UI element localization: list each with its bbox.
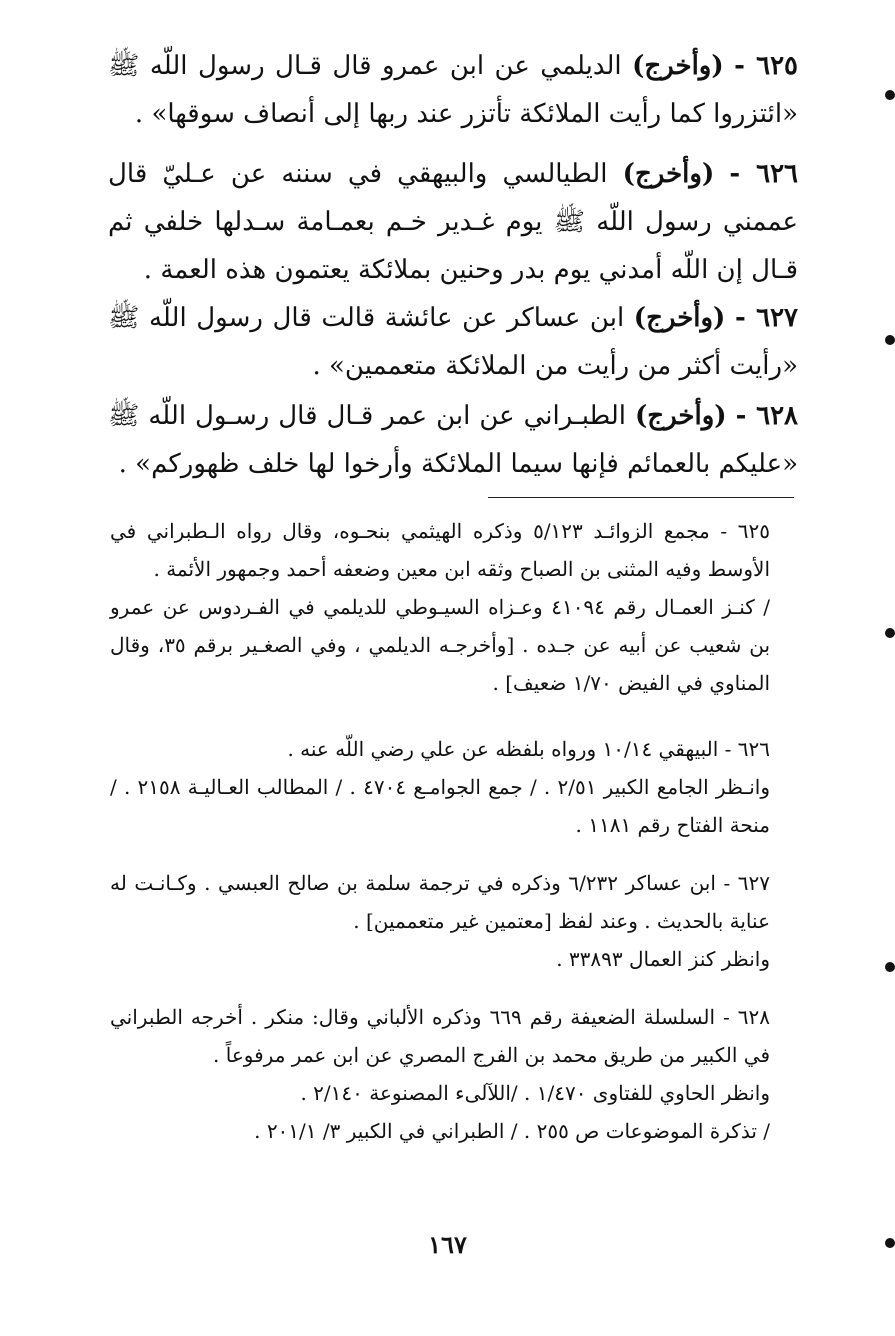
footnote-line: ٦٢٧ - ابن عساكر ٦/٢٣٢ وذكره في ترجمة سلمة بن صالح العبسي . وكـانـت له عناية بالحديث . وعند لفظ [معتمين غير متعممين] . xyxy=(110,871,771,933)
footnote-625 xyxy=(110,512,798,702)
hadith-source-marker: (وأخرج) xyxy=(633,303,726,333)
footnote-627 xyxy=(110,864,798,978)
footnote-line: / تذكرة الموضوعات ص ٢٥٥ . / الطبراني في الكبير ٣/ ٢٠١/١ . xyxy=(254,1119,770,1143)
footnote-line: ٦٢٨ - السلسلة الضعيفة رقم ٦٦٩ وذكره الألباني وقال: منكر . أخرجه الطبراني في الكبير من طريق محمد بن الفرج المصري عن ابن عمر مرفوعاً . xyxy=(110,1005,770,1067)
footnote-line: وانظر كنز العمال ٣٣٨٩٣ . xyxy=(556,947,770,971)
hadith-text: ابن عساكر عن عائشة قالت قال رسول اللّه ﷺ «رأيت أكثر من رأيت من الملائكة متعممين» . xyxy=(108,303,798,381)
footnote-628 xyxy=(110,998,798,1150)
footnote-line: وانـظر الجامع الكبير ٢/٥١ . / جمع الجوامـع ٤٧٠٤ . / المطالب العـاليـة ٢١٥٨ . / منحة الفتاح رقم ١١٨١ . xyxy=(110,775,770,837)
edge-mark xyxy=(885,335,895,345)
hadith-number: ٦٢٦ - xyxy=(729,159,799,189)
hadith-number: ٦٢٧ - xyxy=(734,303,799,333)
edge-mark xyxy=(885,90,895,100)
footnote-line: ٦٢٥ - مجمع الزوائـد ٥/١٢٣ وذكره الهيثمي بنحـوه، وقال رواه الـطبراني في الأوسط وفيه المثنى بن الصباح وثقه ابن معين وضعفه أحمد وجمهور الأئمة . xyxy=(110,519,770,581)
hadith-source-marker: (وأخرج) xyxy=(632,51,724,81)
footnote-separator xyxy=(488,497,794,498)
hadith-source-marker: (وأخرج) xyxy=(622,159,715,189)
edge-mark xyxy=(885,628,895,638)
hadith-text: الطيالسي والبيهقي في سننه عن عـليّ قال عممني رسول اللّه ﷺ يوم غـدير خـم بعمـامة سـدلها خلفي ثم قـال إن اللّه أمدني يوم بدر وحنين بملائكة يعتمون هذه العمة . xyxy=(108,159,798,285)
hadith-number: ٦٢٨ - xyxy=(735,401,799,431)
hadith-626 xyxy=(108,150,798,294)
hadith-number: ٦٢٥ - xyxy=(734,51,799,81)
footnote-626 xyxy=(110,730,798,844)
footnote-line: وانظر الحاوي للفتاوى ١/٤٧٠ . /اللآلىء المصنوعة ٢/١٤٠ . xyxy=(300,1081,770,1105)
page-number: ١٦٧ xyxy=(428,1230,467,1259)
hadith-source-marker: (وأخرج) xyxy=(635,401,727,431)
hadith-628 xyxy=(108,392,798,488)
hadith-627 xyxy=(108,294,798,390)
edge-mark xyxy=(885,962,895,972)
hadith-text: الديلمي عن ابن عمرو قال قـال رسول اللّه ﷺ «ائتزروا كما رأيت الملائكة تأتزر عند ربها إلى أنصاف سوقها» . xyxy=(108,51,798,129)
footnote-line: ٦٢٦ - البيهقي ١٠/١٤ ورواه بلفظه عن علي رضي اللّه عنه . xyxy=(287,737,770,761)
hadith-625 xyxy=(108,42,798,138)
footnote-line: / كنـز العمـال رقم ٤١٠٩٤ وعـزاه السيـوطي للديلمي في الفـردوس عن عمرو بن شعيب عن أبيه عن جـده . [وأخرجـه الديلمي ، وفي الصغـير برقم ٣٥، وقال المناوي في الفيض ١/٧٠ ضعيف] . xyxy=(110,595,771,695)
hadith-text: الطبـراني عن ابن عمر قـال قال رسـول اللّه ﷺ «عليكم بالعمائم فإنها سيما الملائكة وأرخوا لها خلف ظهوركم» . xyxy=(108,401,798,479)
edge-mark xyxy=(885,1238,895,1248)
